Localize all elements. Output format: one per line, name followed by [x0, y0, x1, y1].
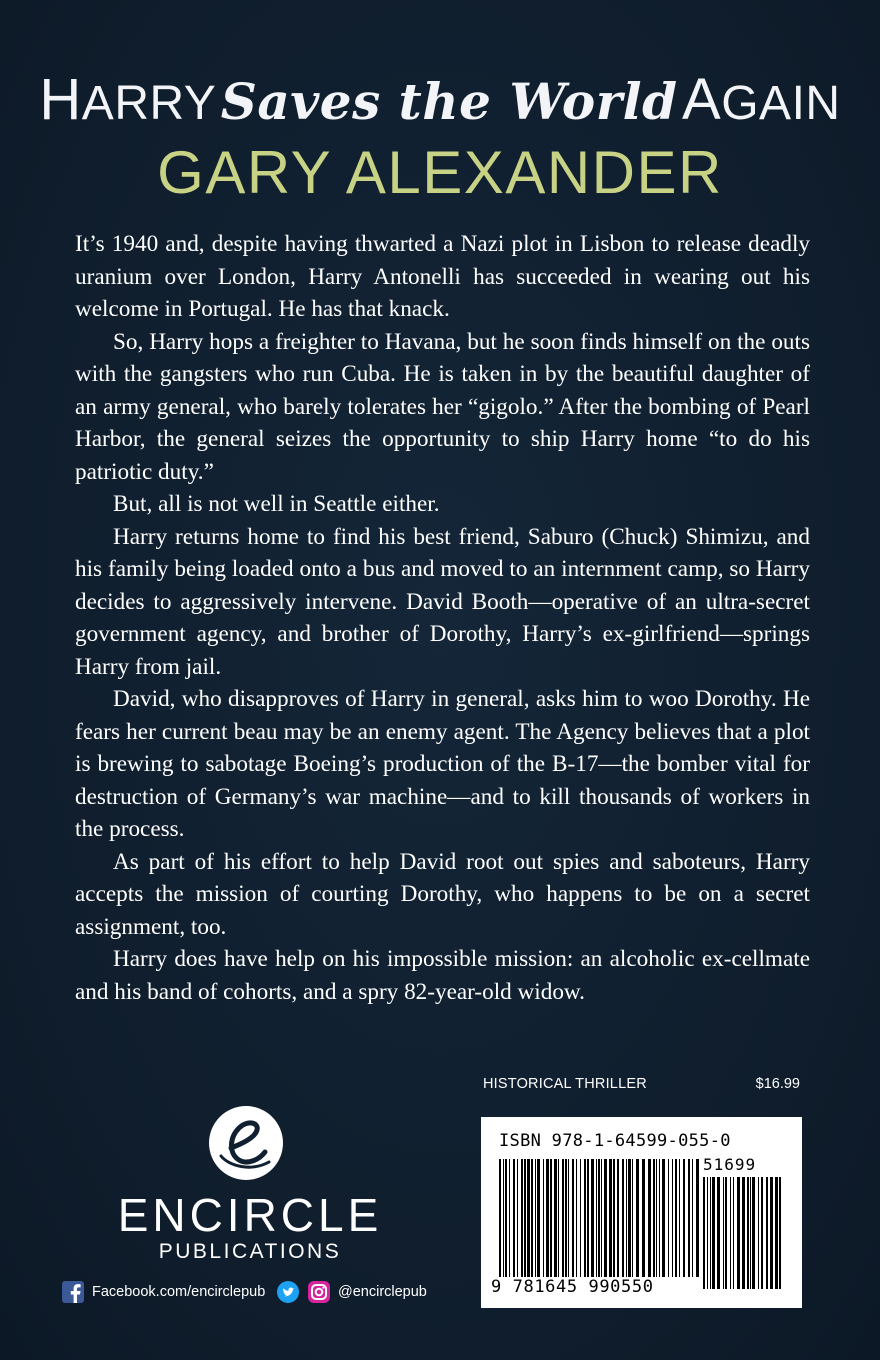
ean-barcode-bars	[499, 1159, 699, 1277]
instagram-link[interactable]	[308, 1281, 427, 1303]
twitter-link[interactable]	[277, 1281, 307, 1303]
title-word-harry: ARRY	[81, 77, 217, 130]
addon-barcode-bars	[703, 1177, 783, 1289]
instagram-handle: @encirclepub	[338, 1284, 427, 1300]
facebook-icon	[62, 1281, 84, 1303]
blurb-paragraph: David, who disapproves of Harry in general, asks him to woo Dorothy. He fears her current beau may be an enemy agent. The Agency believes that a plot is brewing to sabotage Boeing’s production of the B-17—the bomber vital for destruction of Germany’s war machine—and to kill thousands of workers in the process.	[75, 686, 810, 842]
facebook-link[interactable]	[62, 1281, 265, 1303]
publisher-name: ENCIRCLE	[117, 1189, 383, 1241]
blurb-paragraph: Harry does have help on his impossible mission: an alcoholic ex-cellmate and his band of cohorts, and a spry 82-year-old widow.	[75, 946, 810, 1005]
publisher-subtitle: PUBLICATIONS	[158, 1240, 342, 1263]
twitter-icon	[277, 1281, 299, 1303]
book-title	[0, 66, 880, 133]
title-word-again: GAIN	[721, 77, 841, 130]
title-initial-h: H	[39, 67, 82, 132]
price-addon-number: 51699	[703, 1155, 757, 1174]
isbn-barcode	[481, 1117, 802, 1308]
ean-digits: 9 781645 990550	[491, 1277, 654, 1297]
blurb-paragraph: But, all is not well in Seattle either.	[113, 491, 440, 517]
genre-label: HISTORICAL THRILLER	[483, 1076, 647, 1092]
blurb-paragraph: So, Harry hops a freighter to Havana, but he soon finds himself on the outs with the gangsters who run Cuba. He is taken in by the beautiful daughter of an army general, who barely tolerates her “gigolo.” After the bombing of Pearl Harbor, the general seizes the opportunity to ship Harry home “to do his patriotic duty.”	[75, 328, 810, 485]
blurb-paragraph: It’s 1940 and, despite having thwarted a Nazi plot in Lisbon to release deadly uranium over London, Harry Antonelli has succeeded in wearing out his welcome in Portugal. He has that knack.	[75, 231, 810, 322]
facebook-url: Facebook.com/encirclepub	[92, 1284, 266, 1300]
author-name: GARY ALEXANDER	[157, 139, 723, 206]
blurb-paragraph: Harry returns home to find his best friend, Saburo (Chuck) Shimizu, and his family being loaded onto a bus and moved to an internment camp, so Harry decides to aggressively intervene. David Booth—operative of an ultra-secret government agency, and brother of Dorothy, Harry’s ex-girlfriend—springs Harry from jail.	[75, 523, 810, 680]
encircle-logo-icon	[207, 1104, 285, 1182]
back-cover-blurb	[75, 228, 810, 1008]
title-script-middle: Saves the World	[220, 72, 678, 131]
isbn-number: ISBN 978-1-64599-055-0	[499, 1131, 731, 1151]
title-initial-a: A	[682, 67, 722, 132]
price-label: $16.99	[755, 1076, 800, 1092]
instagram-icon	[308, 1281, 330, 1303]
blurb-paragraph: As part of his effort to help David root out spies and saboteurs, Harry accepts the mission of courting Dorothy, who happens to be on a secret assignment, too.	[75, 848, 810, 940]
